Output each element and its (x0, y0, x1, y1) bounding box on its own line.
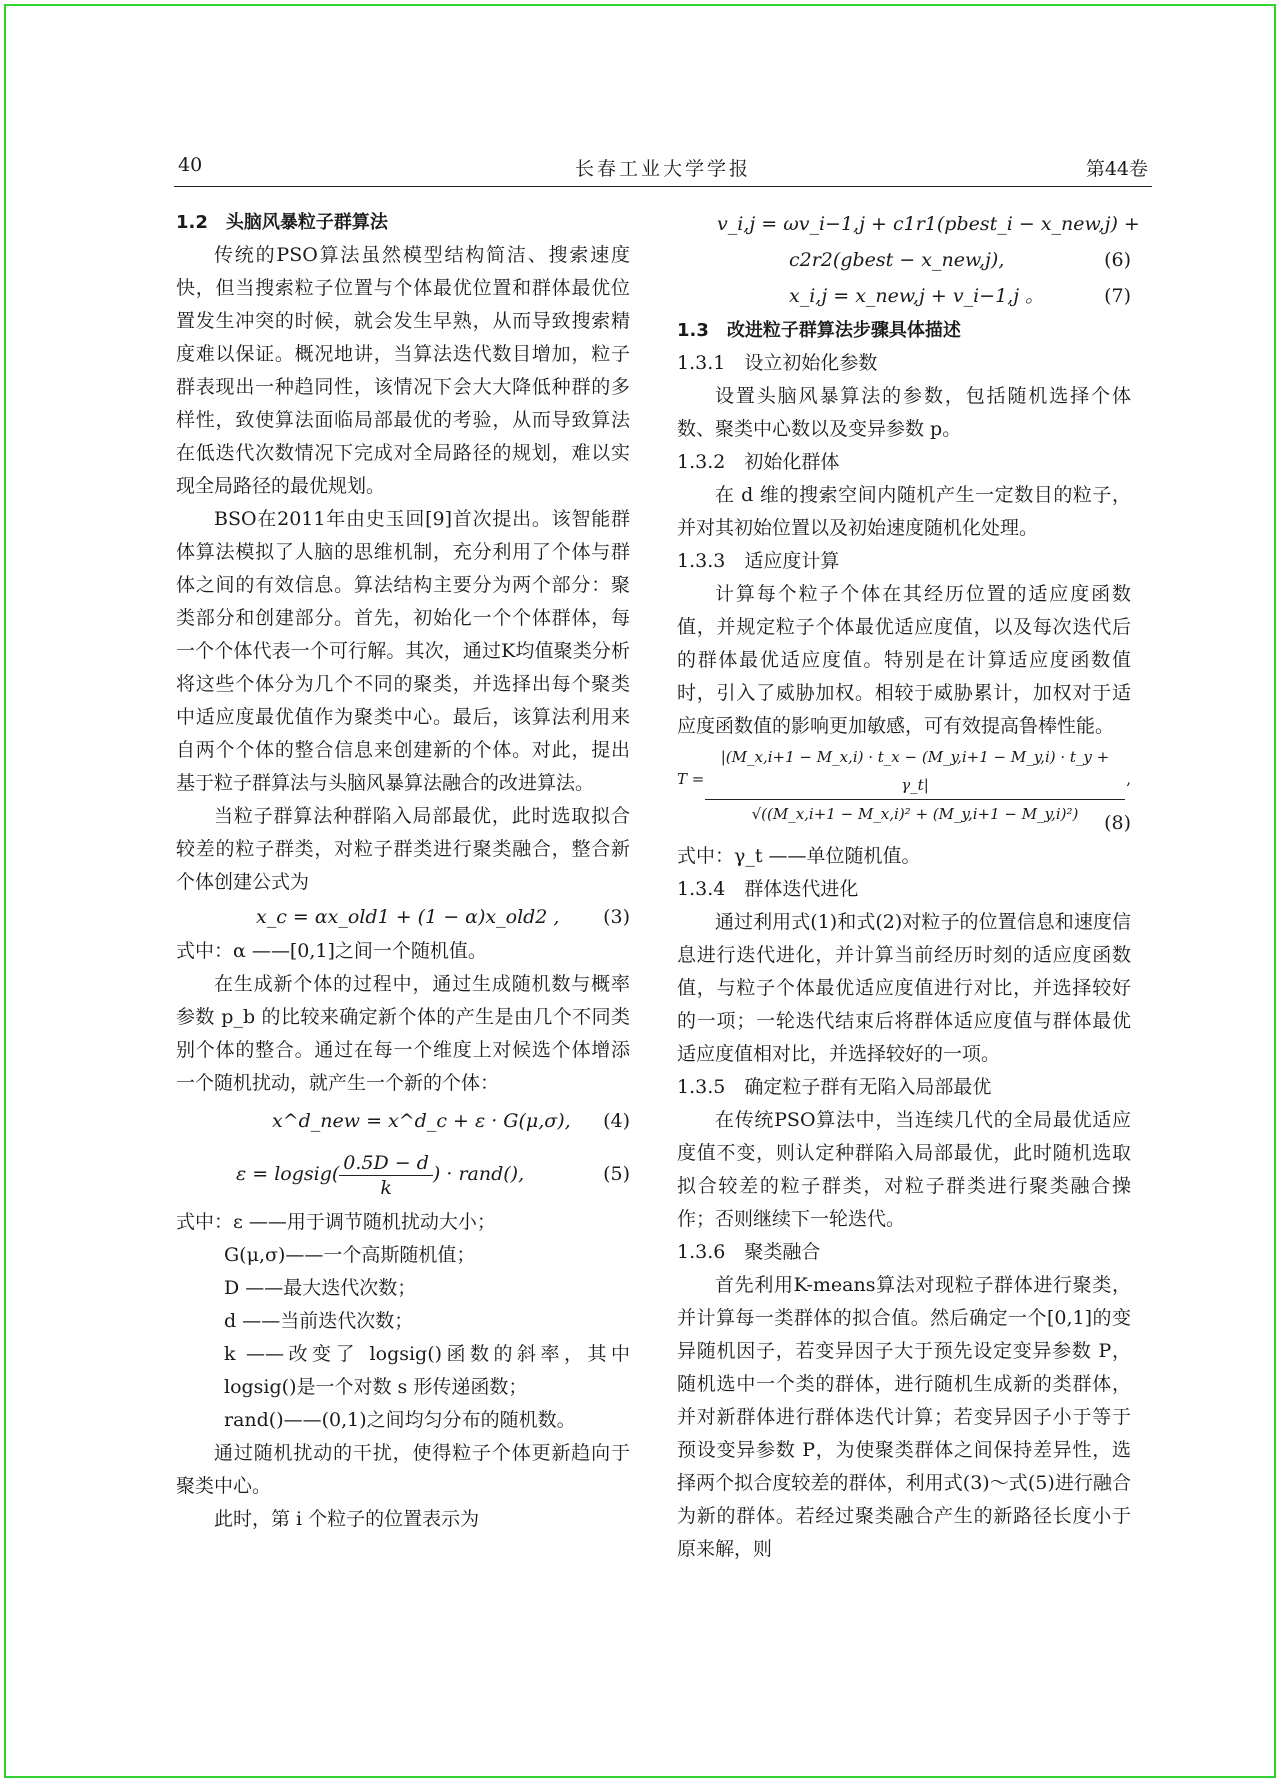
subsection-heading: 1.3.4 群体迭代进化 (677, 878, 859, 900)
equation-body: v_i,j = ωv_i−1,j + c1r1(pbest_i − x_new,j) + (717, 213, 1140, 235)
subsection-heading: 1.3.3 适应度计算 (677, 550, 840, 572)
equation-7 (677, 278, 1131, 314)
equation-number: (5) (603, 1163, 630, 1185)
running-header (178, 154, 1148, 184)
paragraph: 在 d 维的搜索空间内随机产生一定数目的粒子，并对其初始位置以及初始速度随机化处理。 (677, 484, 1131, 539)
eq5-fraction (339, 1151, 433, 1200)
equation-number: (3) (603, 906, 630, 928)
eq8-denominator: √((M_x,i+1 − M_x,i)² + (M_y,i+1 − M_y,i)²) (751, 805, 1079, 823)
equation-body: c2r2(gbest − x_new,j), (789, 249, 1005, 271)
equation-8 (677, 743, 1131, 823)
section-heading-1-2: 1.2 头脑风暴粒子群算法 (176, 212, 388, 233)
paragraph: 设置头脑风暴算法的参数，包括随机选择个体数、聚类中心数以及变异参数 p。 (677, 385, 1131, 440)
equation-5 (176, 1142, 630, 1206)
subsection-heading: 1.3.5 确定粒子群有无陷入局部最优 (677, 1076, 992, 1098)
journal-title: 长春工业大学学报 (574, 158, 751, 180)
paragraph: 通过利用式(1)和式(2)对粒子的位置信息和速度信息进行迭代进化，并计算当前经历时刻的适应度函数值，与粒子个体最优适应度值进行对比，并选择较好的一项；一轮迭代结束后将群体适应度值与群体最优适应度值相对比，并选择较好的一项。 (677, 911, 1131, 1065)
page-number: 40 (178, 154, 203, 176)
eq5-numerator: 0.5D − d (339, 1151, 433, 1176)
paragraph: BSO在2011年由史玉回[9]首次提出。该智能群体算法模拟了人脑的思维机制，充分利用了个体与群体之间的有效信息。算法结构主要分为两个部分：聚类部分和创建部分。首先，初始化一个个体群体，每一个个体代表一个可行解。其次，通过K均值聚类分析将这些个体分为几个不同的聚类，并选择出每个聚类中适应度最优值作为聚类中心。最后，该算法利用来自两个个体的整合信息来创建新的个体。对此，提出基于粒子群算法与头脑风暴算法融合的改进算法。 (176, 508, 630, 794)
equation-body: x^d_new = x^d_c + ε · G(μ,σ), (272, 1110, 571, 1132)
paragraph: 此时，第 i 个粒子的位置表示为 (214, 1508, 480, 1530)
eq8-fraction (705, 743, 1125, 828)
eq5-denominator: k (380, 1176, 392, 1199)
equation-body: x_i,j = x_new,j + v_i−1,j 。 (789, 285, 1045, 307)
equation-body: x_c = αx_old1 + (1 − α)x_old2 , (256, 906, 560, 928)
eq8-numerator: |(M_x,i+1 − M_x,i) · t_x − (M_y,i+1 − M_y,i) · t_y + γ_t| (705, 743, 1125, 800)
equation-body (236, 1142, 524, 1206)
paragraph: 当粒子群算法种群陷入局部最优，此时选取拟合较差的粒子群类，对粒子群类进行聚类融合，整合新个体创建公式为 (176, 805, 630, 893)
paragraph: 传统的PSO算法虽然模型结构简洁、搜索速度快，但当搜索粒子位置与个体最优位置和群体最优位置发生冲突的时候，就会发生早熟，从而导致搜索精度难以保证。概况地讲，当算法迭代数目增加，粒子群表现出一种趋同性，该情况下会大大降低种群的多样性，致使算法面临局部最优的考验，从而导致算法在低迭代次数情况下完成对全局路径的规划，难以实现全局路径的最优规划。 (176, 244, 630, 497)
subsection-heading: 1.3.2 初始化群体 (677, 451, 840, 473)
equation-number: (6) (1104, 249, 1131, 271)
paragraph: 在传统PSO算法中，当连续几代的全局最优适应度值不变，则认定种群陷入局部最优，此时随机选取拟合较差的粒子群类，对粒子群类进行聚类融合操作；否则继续下一轮迭代。 (677, 1109, 1131, 1230)
definition: d ——当前迭代次数； (224, 1310, 414, 1332)
equation-number: (4) (603, 1110, 630, 1132)
paragraph: 计算每个粒子个体在其经历位置的适应度函数值，并规定粒子个体最优适应度值，以及每次迭代后的群体最优适应度值。特别是在计算适应度函数值时，引入了威胁加权。相较于威胁累计，加权对于适应度函数值的影响更加敏感，可有效提高鲁棒性能。 (677, 583, 1131, 737)
definition: 式中：γ_t ——单位随机值。 (677, 845, 921, 867)
left-column (176, 206, 630, 1536)
definition: D ——最大迭代次数； (224, 1277, 417, 1299)
subsection-heading: 1.3.1 设立初始化参数 (677, 352, 878, 374)
subsection-heading: 1.3.6 聚类融合 (677, 1241, 821, 1263)
paragraph: 通过随机扰动的干扰，使得粒子个体更新趋向于聚类中心。 (176, 1442, 630, 1497)
equation-4 (176, 1100, 630, 1142)
volume-label: 第44卷 (1085, 158, 1148, 180)
definition: rand()——(0,1)之间均匀分布的随机数。 (224, 1409, 576, 1431)
equation-6-line1 (677, 206, 1140, 242)
equation-number: (7) (1104, 285, 1131, 307)
eq8-lhs: T = (677, 770, 705, 788)
paragraph: 在生成新个体的过程中，通过生成随机数与概率参数 p_b 的比较来确定新个体的产生是由几个不同类别个体的整合。通过在每一个维度上对候选个体增添一个随机扰动，就产生一个新的个体： (176, 973, 630, 1094)
section-heading-1-3: 1.3 改进粒子群算法步骤具体描述 (677, 320, 961, 341)
paragraph: 首先利用K-means算法对现粒子群体进行聚类，并计算每一类群体的拟合值。然后确定一个[0,1]的变异随机因子，若变异因子大于预先设定变异参数 P，随机选中一个类的群体，进行随机生成新的类群体，并对新群体进行群体迭代计算；若变异因子小于等于预设变异参数 P，为使聚类群体之间保持差异性，选择两个拟合度较差的群体，利用式(3)～式(5)进行融合为新的群体。若经过聚类融合产生的新路径长度小于原来解，则 (677, 1274, 1131, 1560)
definition: 式中：α ——[0,1]之间一个随机值。 (176, 940, 487, 962)
eq8-comma: , (1126, 770, 1131, 788)
eq5-suffix: ) · rand(), (432, 1163, 525, 1185)
definition: 式中：ε ——用于调节随机扰动大小； (176, 1211, 496, 1233)
definition: G(μ,σ)——一个高斯随机值； (224, 1244, 476, 1266)
right-column (677, 206, 1140, 1566)
equation-6-line2 (677, 242, 1131, 278)
header-rule (174, 186, 1152, 187)
definition: k ——改变了 logsig()函数的斜率，其中logsig()是一个对数 s 形传递函数； (224, 1343, 630, 1398)
eq5-prefix: ε = logsig( (236, 1163, 340, 1185)
equation-number: (8) (1104, 812, 1131, 834)
equation-3 (176, 899, 630, 935)
